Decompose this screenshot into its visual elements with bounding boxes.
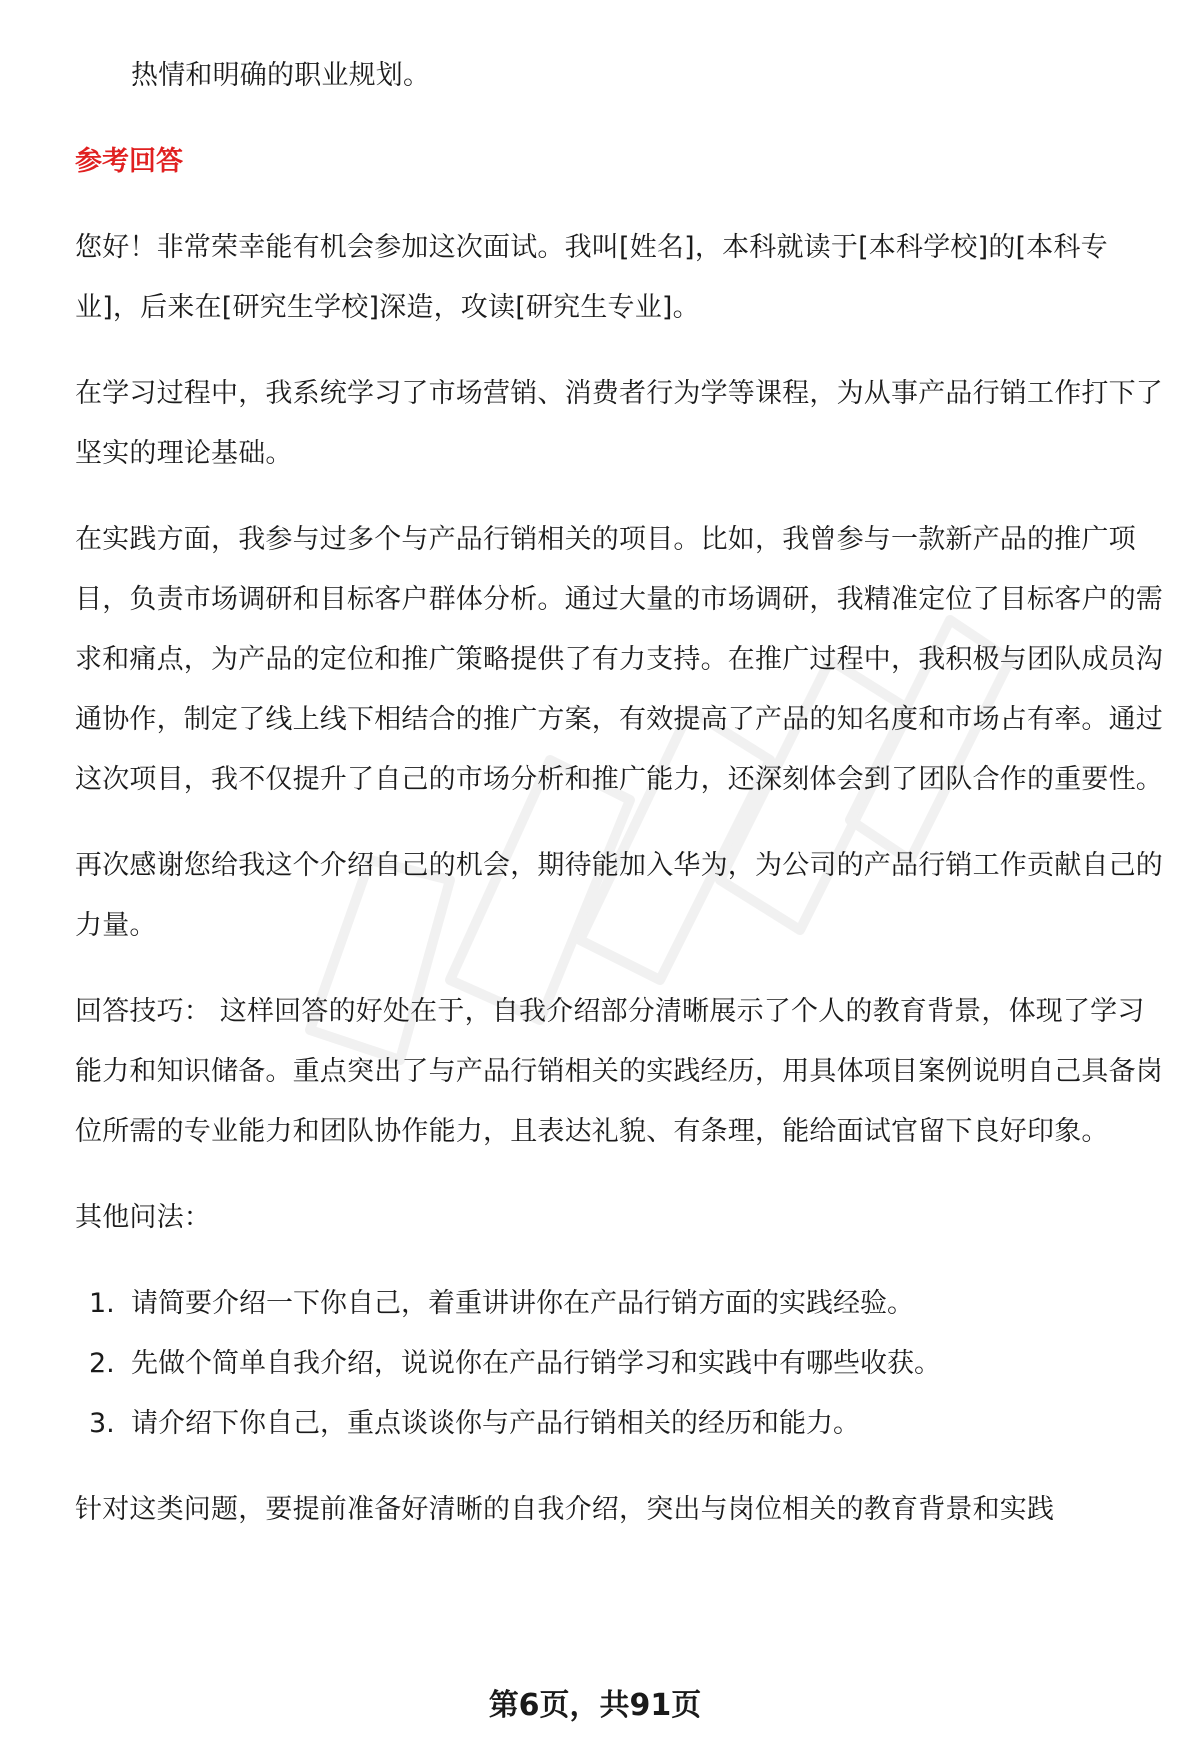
answer-paragraph-3: 在实践方面，我参与过多个与产品行销相关的项目。比如，我曾参与一款新产品的推广项目，负责市场调研和目标客户群体分析。通过大量的市场调研，我精准定位了目标客户的需求和痛点，为产品的定位和推广策略提供了有力支持。在推广过程中，我积极与团队成员沟通协作，制定了线上线下相结合的推广方案，有效提高了产品的知名度和市场占有率。通过这次项目，我不仅提升了自己的市场分析和推广能力，还深刻体会到了团队合作的重要性。 xyxy=(75,524,1163,795)
list-item xyxy=(89,1274,1165,1334)
answer-paragraph-2: 在学习过程中，我系统学习了市场营销、消费者行为学等课程，为从事产品行销工作打下了坚实的理论基础。 xyxy=(75,378,1163,469)
closing-paragraph: 针对这类问题，要提前准备好清晰的自我介绍，突出与岗位相关的教育背景和实践 xyxy=(75,1494,1055,1525)
list-item-number: 1. xyxy=(89,1288,115,1319)
other-questions-list xyxy=(75,1274,1165,1454)
list-item-text: 请介绍下你自己，重点谈谈你与产品行销相关的经历和能力。 xyxy=(131,1408,860,1439)
answer-paragraph-4: 再次感谢您给我这个介绍自己的机会，期待能加入华为，为公司的产品行销工作贡献自己的力量。 xyxy=(75,850,1163,941)
list-item-text: 请简要介绍一下你自己，着重讲讲你在产品行销方面的实践经验。 xyxy=(131,1288,914,1319)
list-item xyxy=(89,1334,1165,1394)
list-item-number: 2. xyxy=(89,1348,115,1379)
answer-tips-paragraph: 回答技巧： 这样回答的好处在于，自我介绍部分清晰展示了个人的教育背景，体现了学习能力和知识储备。重点突出了与产品行销相关的实践经历，用具体项目案例说明自己具备岗位所需的专业能力和团队协作能力，且表达礼貌、有条理，能给面试官留下良好印象。 xyxy=(75,996,1163,1147)
list-item-number: 3. xyxy=(89,1408,115,1439)
answer-paragraph-1: 您好！非常荣幸能有机会参加这次面试。我叫[姓名]，本科就读于[本科学校]的[本科专业]，后来在[研究生学校]深造，攻读[研究生专业]。 xyxy=(75,232,1108,323)
document-body xyxy=(75,46,1165,1540)
section-heading-reference-answer: 参考回答 xyxy=(75,146,183,177)
page-number-footer: 第6页，共91页 xyxy=(488,1688,702,1723)
list-item xyxy=(89,1394,1165,1454)
list-item-text: 先做个简单自我介绍，说说你在产品行销学习和实践中有哪些收获。 xyxy=(131,1348,941,1379)
intro-tail-text: 热情和明确的职业规划。 xyxy=(131,60,431,91)
other-questions-label: 其他问法： xyxy=(75,1202,211,1233)
